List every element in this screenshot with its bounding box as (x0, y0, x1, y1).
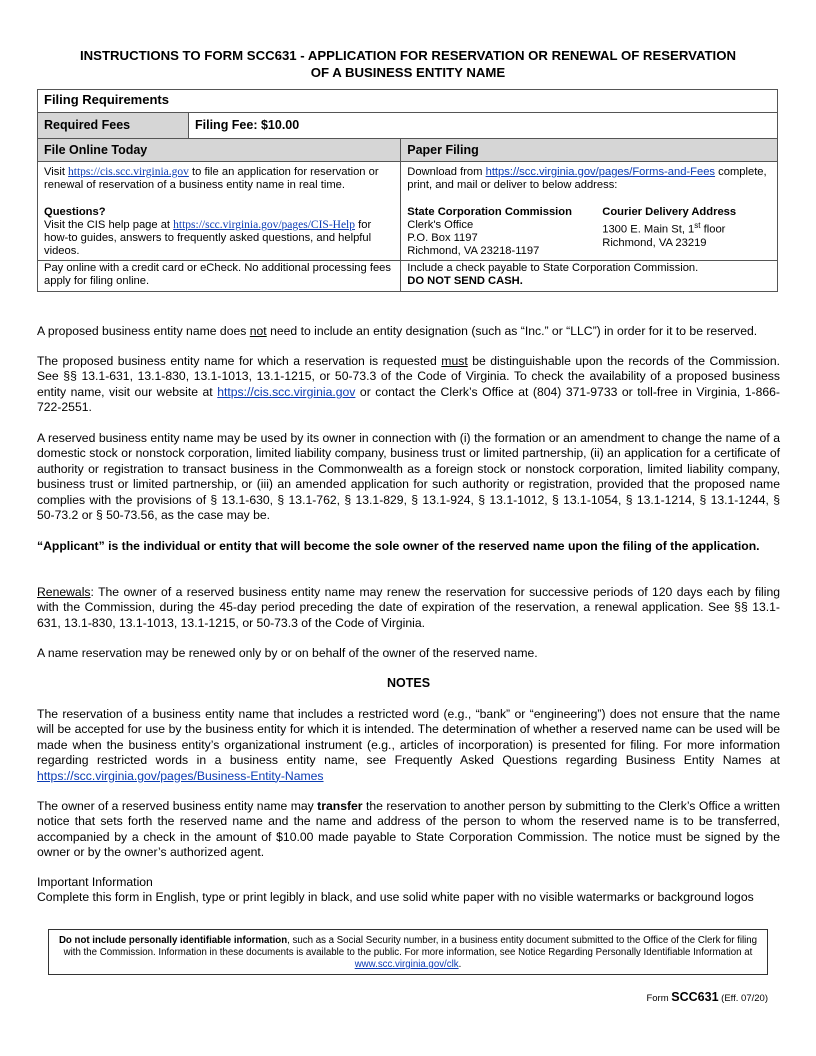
file-online-heading: File Online Today (38, 139, 401, 162)
questions-title: Questions? (44, 206, 106, 218)
courier-address: Courier Delivery Address 1300 E. Main St, 1st floor Richmond, VA 23219 (602, 206, 737, 249)
paragraph-distinguishable: The proposed business entity name for which a reservation is requested must be distinguishable upon the records of the Commission. See §§ 13.1-631, 13.1-830, 13.1-1013, 13.1-1215, or 50-73.3 of the Code of Virginia. To check the availability of a proposed business entity name, visit our website at https://cis.scc.virginia.gov or contact the Clerk’s Office at (804) 371-9733 or toll-free in Virginia, 1-866-722-2551. (37, 354, 780, 415)
paragraph-designation: A proposed business entity name does not need to include an entity designation (such as “Inc.” or “LLC”) in order for it to be reserved. (37, 324, 758, 338)
forms-and-fees-link[interactable]: https://scc.virginia.gov/pages/Forms-and-Fees (485, 166, 716, 178)
mailing-address: State Corporation Commission Clerk's Office P.O. Box 1197 Richmond, VA 23218-1197 (407, 206, 572, 257)
paragraph-reserved-use: A reserved business entity name may be used by its owner in connection with (i) the formation or an amendment to change the name of a domestic stock or nonstock corporation, limited liability company, business trust or limited partnership, (ii) an application for a certificate of authority or registration to transact business in the Commonwealth as a foreign stock or nonstock corporation, limited liability company, business trust or limited partnership, or (iii) an amended application for such authority or registration, provided that the proposed name complies with the provisions of § 13.1-630, § 13.1-762, § 13.1-829, § 13.1-924, § 13.1-1012, § 13.1-1054, § 13.1-1214, § 13.1-1244, § 50-73.2 or § 50-73.56, as the case may be. (37, 431, 780, 523)
paper-filing-cell: Download from https://scc.virginia.gov/pages/Forms-and-Fees complete, print, and mail or deliver to below address: State Corporation Commission Clerk's Office P.O. Box 1197 Richmond, VA 23218-1197 Courier Delivery Address 1300 E. Main St, 1st floor Richmond, VA 23219 (401, 162, 778, 261)
online-filing-cell: Visit https://cis.scc.virginia.gov to file an application for reservation or renewal of reservation of a business entity name in real time. Questions? Visit the CIS help page at https://scc.virginia.gov/pages/CIS-Help for how-to guides, answers to frequently asked questions, and helpful videos. (38, 162, 401, 261)
notes-heading: NOTES (386, 676, 431, 690)
title-line-2: OF A BUSINESS ENTITY NAME (310, 65, 506, 80)
important-information (37, 875, 780, 906)
clerk-link[interactable]: www.scc.virginia.gov/clk (354, 959, 459, 970)
important-text: Complete this form in English, type or print legibly in black, and use solid white paper with no visible watermarks or background logos (37, 890, 754, 905)
page-title (30, 47, 786, 81)
paper-payment-note: Include a check payable to State Corporation Commission. DO NOT SEND CASH. (401, 261, 778, 292)
paragraph-renewal-owner: A name reservation may be renewed only by or on behalf of the owner of the reserved name. (37, 646, 538, 660)
filing-requirements-table (37, 89, 778, 292)
paragraph-applicant: “Applicant” is the individual or entity that will become the sole owner of the reserved name upon the filing of the application. (37, 539, 760, 553)
no-cash-warning: DO NOT SEND CASH. (407, 275, 523, 287)
required-fees-label: Required Fees (38, 113, 189, 139)
cis-portal-link[interactable]: https://cis.scc.virginia.gov (68, 166, 189, 178)
filing-fee-value: Filing Fee: $10.00 (189, 113, 778, 139)
cis-availability-link[interactable]: https://cis.scc.virginia.gov (217, 384, 356, 399)
form-number: Form SCC631 (Eff. 07/20) (646, 990, 768, 1004)
cis-help-link[interactable]: https://scc.virginia.gov/pages/CIS-Help (173, 219, 356, 231)
pii-notice-box: Do not include personally identifiable information, such as a Social Security number, in a business entity document submitted to the Office of the Clerk for filing with the Commission. Information in these documents is available to the public. For more information, see Notice Regarding Personally Identifiable Information at www.scc.virginia.gov/clk. (48, 929, 768, 975)
paragraph-restricted-words: The reservation of a business entity name that includes a restricted word (e.g., “bank” or “engineering”) does not ensure that the name will be accepted for use by the business entity for which it is intended. The determination of whether a reserved name can be used will be made when the business entity’s organizational instrument (e.g., articles of incorporation) is presented for filing. For more information regarding restricted words in a business entity name, see Frequently Asked Questions regarding Business Entity Names at https://scc.virginia.gov/pages/Business-Entity-Names (37, 707, 780, 783)
important-title: Important Information (37, 875, 153, 889)
business-entity-names-link[interactable]: https://scc.virginia.gov/pages/Business-Entity-Names (37, 768, 324, 783)
filing-requirements-heading: Filing Requirements (38, 90, 778, 113)
paragraph-transfer: The owner of a reserved business entity name may transfer the reservation to another person by submitting to the Clerk’s Office a written notice that sets forth the reserved name and the name and address of the person to whom the reserved name is to be transferred, accompanied by a check in the amount of $10.00 made payable to State Corporation Commission. The notice must be signed by the owner or by the owner’s authorized agent. (37, 799, 780, 860)
addresses (407, 206, 771, 258)
paper-filing-heading: Paper Filing (401, 139, 778, 162)
title-line-1: INSTRUCTIONS TO FORM SCC631 - APPLICATION FOR RESERVATION OR RENEWAL OF RESERVATION (79, 48, 736, 63)
paragraph-renewals: Renewals: The owner of a reserved business entity name may renew the reservation for successive periods of 120 days each by filing with the Commission, during the 45-day period preceding the date of expiration of the reservation, a renewal application. See §§ 13.1-631, 13.1-830, 13.1-1013, 13.1-1215, or 50-73.3 of the Code of Virginia. (37, 585, 780, 630)
online-payment-note: Pay online with a credit card or eCheck. No additional processing fees apply for filing online. (38, 261, 401, 292)
